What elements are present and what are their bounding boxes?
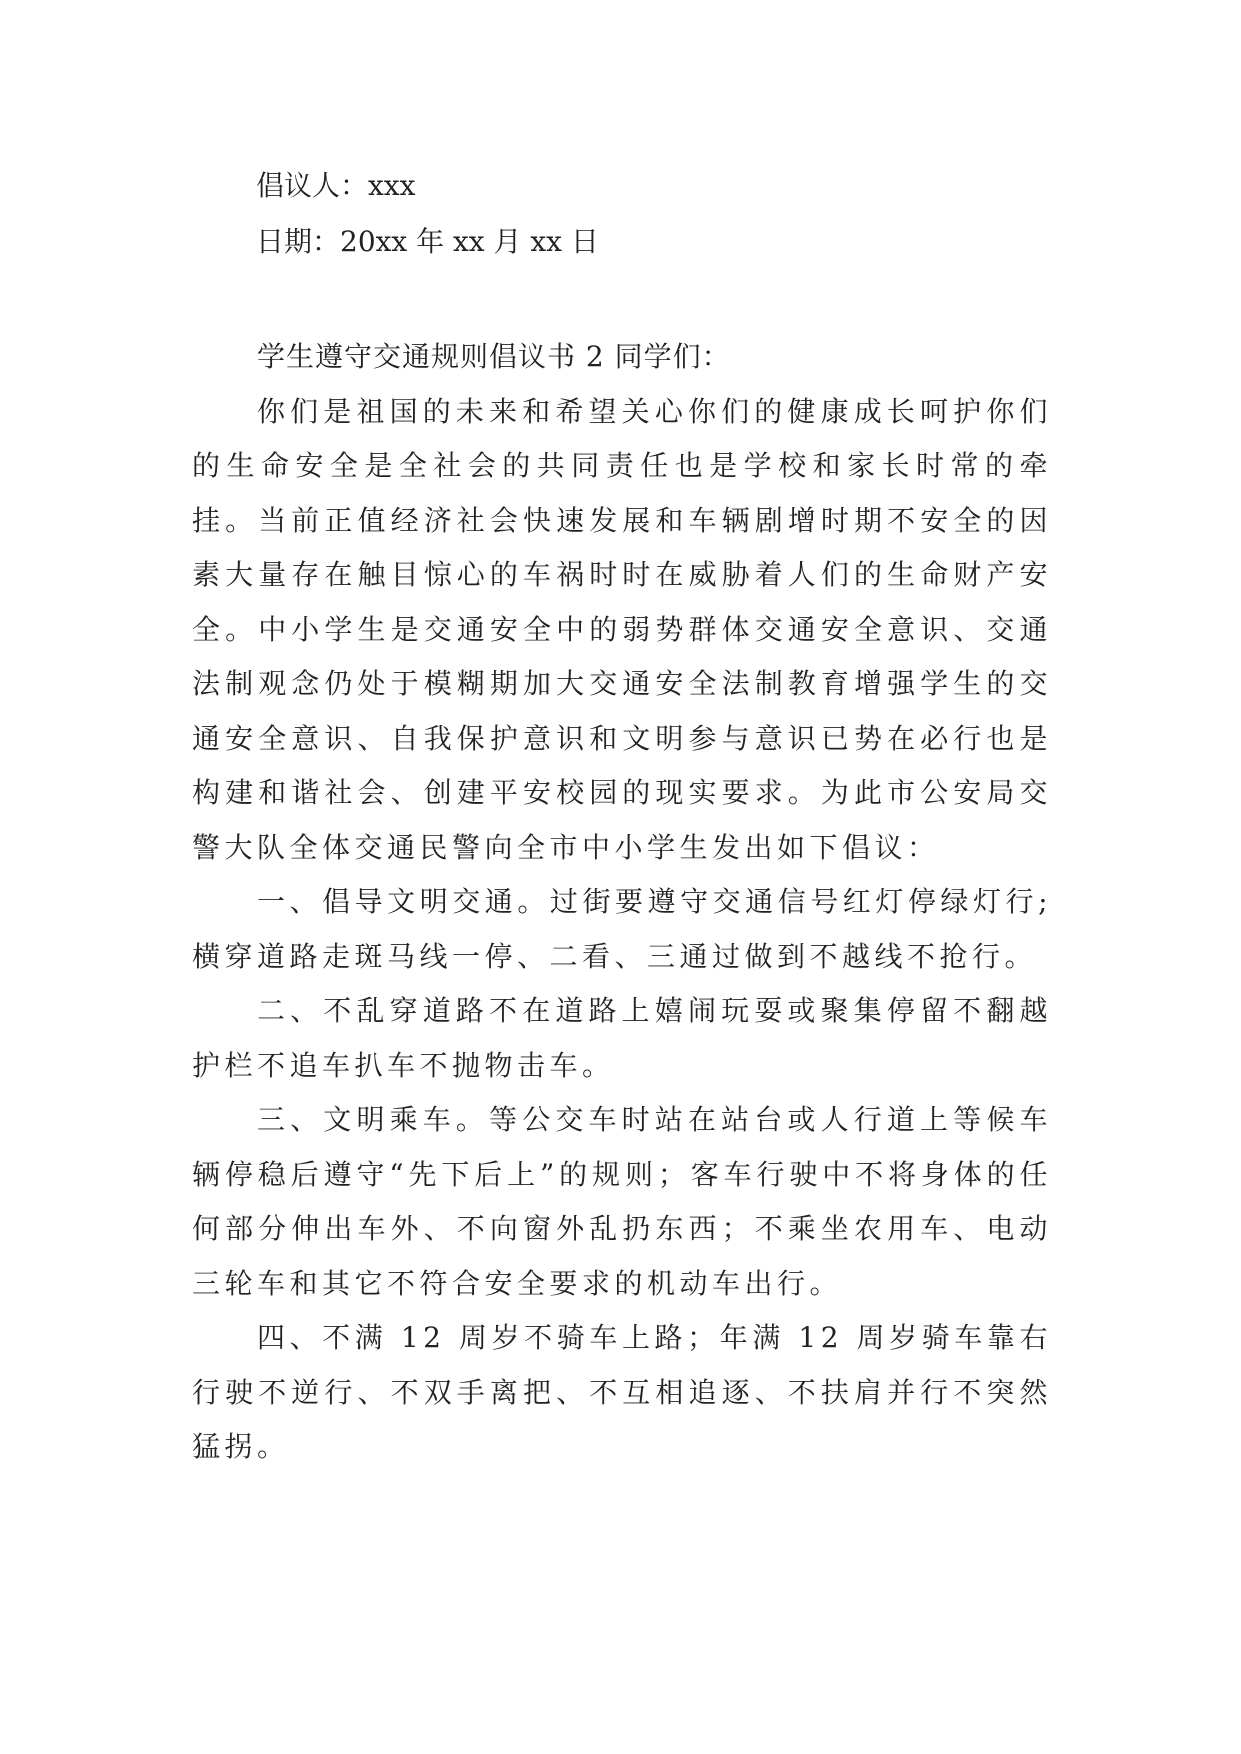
paragraph-point-2: 二、不乱穿道路不在道路上嬉闹玩耍或聚集停留不翻越护栏不追车扒车不抛物击车。 (192, 994, 1052, 1082)
proposer-line: 倡议人：xxx (256, 169, 416, 202)
paragraph-point-1: 一、倡导文明交通。过街要遵守交通信号红灯停绿灯行;横穿道路走斑马线一停、二看、三通过做到不越线不抢行。 (192, 885, 1052, 973)
paragraph-intro: 你们是祖国的未来和希望关心你们的健康成长呵护你们的生命安全是全社会的共同责任也是学校和家长时常的牵挂。当前正值经济社会快速发展和车辆剧增时期不安全的因素大量存在触目惊心的车祸时时在威胁着人们的生命财产安全。中小学生是交通安全中的弱势群体交通安全意识、交通法制观念仍处于模糊期加大交通安全法制教育增强学生的交通安全意识、自我保护意识和文明参与意识已势在必行也是构建和谐社会、创建平安校园的现实要求。为此市公安局交警大队全体交通民警向全市中小学生发出如下倡议： (192, 394, 1052, 864)
date-line: 日期：20xx 年 xx 月 xx 日 (256, 225, 599, 258)
letter-heading: 学生遵守交通规则倡议书 2 同学们： (257, 340, 731, 373)
letter-body (192, 330, 1052, 1475)
paragraph-point-3: 三、文明乘车。等公交车时站在站台或人行道上等候车辆停稳后遵守“先下后上”的规则；客车行驶中不将身体的任何部分伸出车外、不向窗外乱扔东西；不乘坐农用车、电动三轮车和其它不符合安全要求的机动车出行。 (192, 1103, 1052, 1300)
paragraph-point-4: 四、不满 12 周岁不骑车上路；年满 12 周岁骑车靠右行驶不逆行、不双手离把、不互相追逐、不扶肩并行不突然猛拐。 (192, 1321, 1052, 1463)
